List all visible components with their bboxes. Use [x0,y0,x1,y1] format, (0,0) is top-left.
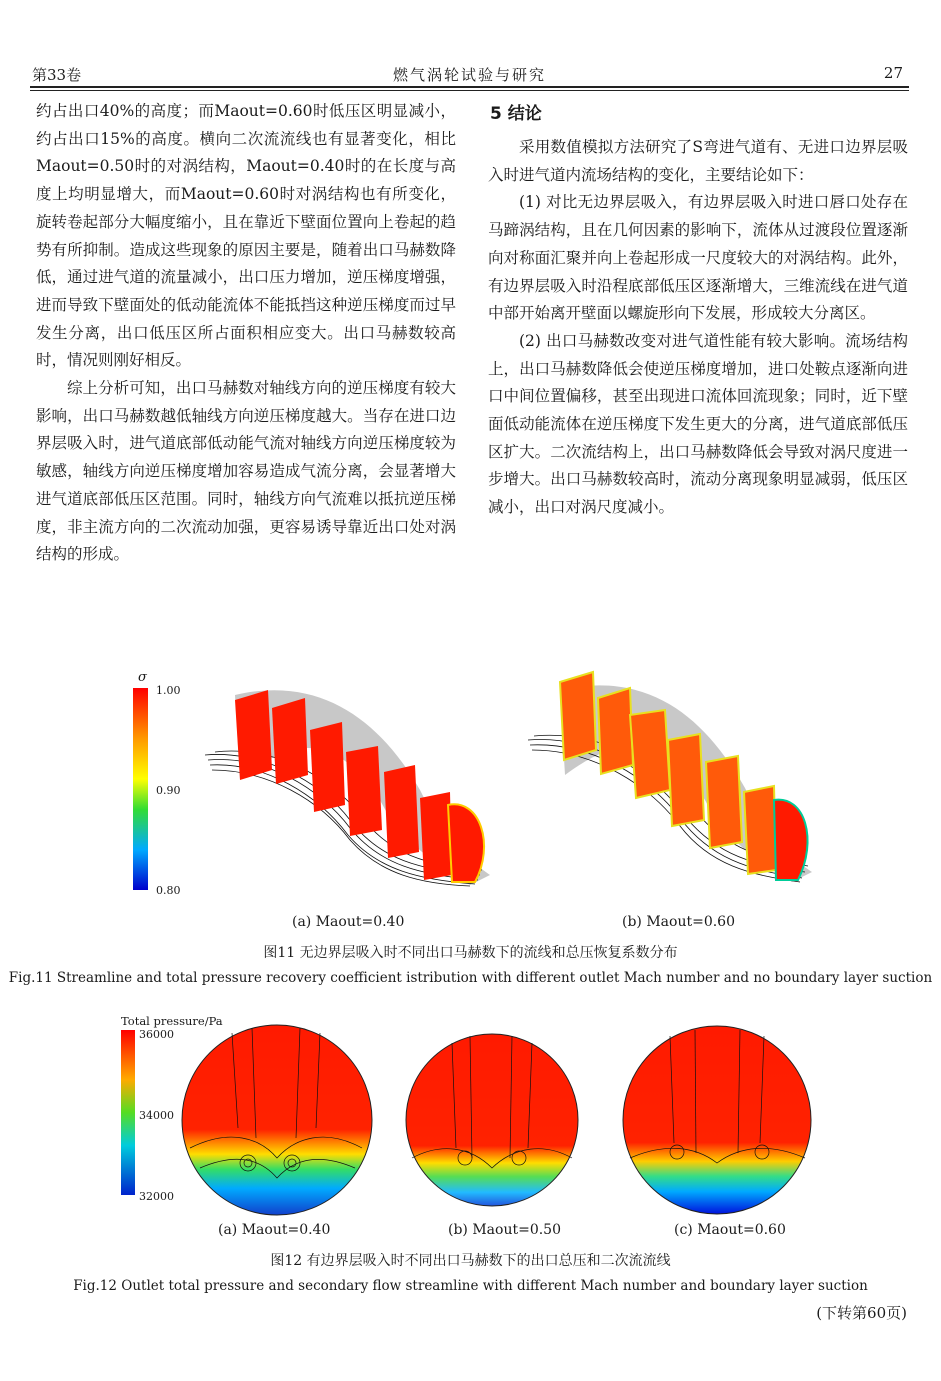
colorbar-tick: 0.90 [156,784,181,797]
colorbar-tick: 34000 [139,1109,174,1122]
page-header [30,58,909,84]
figure-11 [0,660,941,1000]
journal-title: 燃气涡轮试验与研究 [392,66,546,84]
colorbar-tick: 1.00 [156,684,181,697]
figure-caption-en: Fig.11 Streamline and total pressure recovery coefficient istribution with different outlet Mach number and no boundary layer suction [8,970,933,986]
figure-caption-en: Fig.12 Outlet total pressure and secondary flow streamline with different Mach number and boundary layer suction [73,1278,868,1294]
colorbar-tick: 32000 [139,1190,174,1203]
colorbar-title: Total pressure/Pa [121,1014,223,1028]
paragraph: (1) 对比无边界层吸入，有边界层吸入时进口唇口处存在马蹄涡结构，且在几何因素的影响下，流体从过渡段位置逐渐向对称面汇聚并向上卷起形成一尺度较大的对涡结构。此外，有边界层吸入时沿程底部低压区逐渐增大，三维流线在进气道中部开始离开壁面以螺旋形向下发展，形成较大分离区。 [488,193,908,323]
colorbar-tick: 0.80 [156,884,181,897]
subfigure-label: (b) Maout=0.60 [622,914,735,930]
colorbar-tick: 36000 [139,1028,174,1041]
outlet-panel-c [623,1026,811,1214]
duct-panel-a [205,690,490,886]
volume-label: 第33卷 [32,66,82,84]
paragraph: 约占出口40%的高度；而Maout=0.60时低压区明显减小，约占出口15%的高度。横向二次流流线也有显著变化，相比Maout=0.50时的对涡结构，Maout=0.40时的在长度与高度上均明显增大，而Maout=0.60时对涡结构也有所变化，旋转卷起部分大幅度缩小，且在靠近下壁面位置向上卷起的趋势有所抑制。造成这些现象的原因主要是，随着出口马赫数降低，通过进气道的流量减小，出口压力增加，逆压梯度增强，进而导致下壁面处的低动能流体不能抵挡这种逆压梯度而过早发生分离，出口低压区所占面积相应变大。出口马赫数较高时，情况则刚好相反。 [36,102,456,370]
duct-panel-b [528,672,812,882]
page-number: 27 [883,64,903,82]
section-title: 5 结论 [490,104,542,124]
paragraph: 综上分析可知，出口马赫数对轴线方向的逆压梯度有较大影响，出口马赫数越低轴线方向逆压梯度越大。当存在进口边界层吸入时，进气道底部低动能气流对轴线方向逆压梯度较为敏感，轴线方向逆压梯度增加容易造成气流分离，会显著增大进气道底部低压区范围。同时，轴线方向气流难以抵抗逆压梯度，非主流方向的二次流动加强，更容易诱导靠近出口处对涡结构的形成。 [36,379,456,564]
paragraph: (2) 出口马赫数改变对进气道性能有较大影响。流场结构上，出口马赫数降低会使逆压梯度增加，进口处鞍点逐渐向进口中间位置偏移，甚至出现进口流体回流现象；同时，近下壁面低动能流体在逆压梯度下发生更大的分离，进气道底部低压区扩大。二次流结构上，出口马赫数降低会导致对涡尺度进一步增大。出口马赫数较高时，流动分离现象明显减弱，低压区减小，出口对涡尺度减小。 [488,331,908,517]
figure-11-graphic [0,660,941,960]
right-column [488,98,908,522]
colorbar-symbol: σ [138,670,147,685]
header-rule-thin [30,90,909,91]
subfigure-label: (c) Maout=0.60 [674,1222,786,1238]
continuation-note: (下转第60页) [816,1304,907,1322]
left-column [36,98,456,569]
figure-12 [0,1008,941,1298]
colorbar [133,688,148,890]
subfigure-label: (b) Maout=0.50 [448,1222,561,1238]
outlet-panel-b [406,1034,578,1206]
outlet-panel-a [182,1025,372,1215]
header-rule [30,86,909,88]
subfigure-label: (a) Maout=0.40 [292,914,405,930]
figure-caption-cn: 图12 有边界层吸入时不同出口马赫数下的出口总压和二次流流线 [270,1253,671,1269]
paragraph: 采用数值模拟方法研究了S弯进气道有、无进口边界层吸入时进气道内流场结构的变化，主要结论如下： [488,138,908,184]
subfigure-label: (a) Maout=0.40 [218,1222,331,1238]
figure-caption-cn: 图11 无边界层吸入时不同出口马赫数下的流线和总压恢复系数分布 [263,945,678,961]
colorbar [121,1030,135,1195]
